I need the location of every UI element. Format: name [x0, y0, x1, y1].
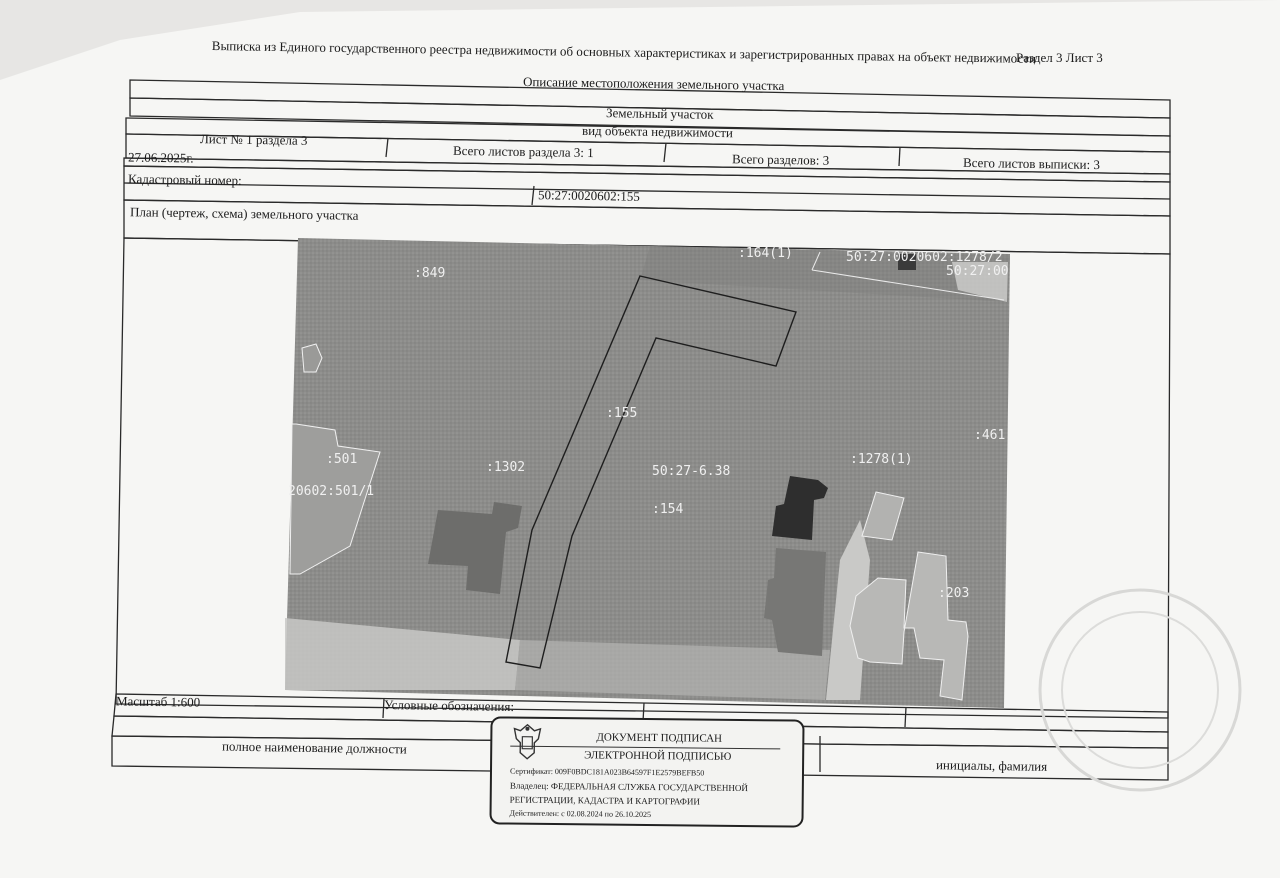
label-155: :155	[606, 406, 638, 421]
stamp-line-2: ЭЛЕКТРОННОЙ ПОДПИСЬЮ	[584, 749, 732, 763]
electronic-signature-stamp	[489, 716, 804, 827]
cadastral-label: Кадастровый номер:	[127, 171, 242, 188]
section-sheet-info: Раздел 3 Лист 3	[1016, 50, 1103, 65]
scale-label: Масштаб 1:600	[115, 693, 201, 710]
legend-label: Условные обозначения:	[383, 696, 515, 715]
label-top-1: :164(1)	[738, 246, 793, 261]
label-203: :203	[938, 586, 970, 601]
label-501: :501	[326, 452, 358, 467]
object-type-caption: вид объекта недвижимости	[581, 122, 734, 141]
document-subtitle: Описание местоположения земельного участка	[522, 73, 785, 94]
label-top-3: 50:27:00	[946, 264, 1009, 279]
label-quarter: 50:27-6.38	[652, 464, 731, 479]
label-top-2: 50:27:0020602:1278/2	[846, 250, 1003, 265]
stamp-line-1: ДОКУМЕНТ ПОДПИСАН	[596, 731, 723, 745]
stamp-divider	[510, 746, 780, 750]
document-title: Выписка из Единого государственного реестра недвижимости об основных характеристиках и зарегистрированных правах на объект недвижимости	[211, 38, 1037, 66]
sheet-number: Лист № 1 раздела 3	[199, 131, 308, 148]
total-sheets-extract: Всего листов выписки: 3	[962, 154, 1101, 173]
stamp-certificate: Сертификат: 009F0BDC181A023B64597F1E2579BEFB50	[509, 766, 705, 778]
object-type-value: Земельный участок	[605, 105, 714, 122]
cadastral-number: 50:27:0020602:155	[537, 187, 640, 204]
stamp-validity: Действителен: с 02.08.2024 по 26.10.2025	[509, 808, 652, 820]
stamp-owner-1: Владелец: ФЕДЕРАЛЬНАЯ СЛУЖБА ГОСУДАРСТВЕННОЙ	[509, 780, 748, 794]
stamp-owner-2: РЕГИСТРАЦИИ, КАДАСТРА И КАРТОГРАФИИ	[509, 794, 700, 807]
label-1278: :1278(1)	[850, 452, 913, 467]
coat-of-arms-icon	[510, 721, 544, 761]
plan-heading: План (чертеж, схема) земельного участка	[129, 204, 359, 223]
label-501-full: 20602:501/1	[288, 484, 375, 499]
label-1302: :1302	[486, 460, 526, 475]
label-461: :461	[974, 428, 1006, 443]
extract-date: 27.06.2025г.	[127, 149, 194, 166]
position-caption: полное наименование должности	[221, 738, 407, 757]
total-sections: Всего разделов: 3	[731, 151, 830, 168]
name-caption: инициалы, фамилия	[935, 757, 1048, 774]
total-sheets-section: Всего листов раздела 3: 1	[452, 142, 594, 161]
label-154: :154	[652, 502, 684, 517]
label-849: :849	[414, 266, 446, 281]
cadastral-plan	[285, 238, 1010, 708]
